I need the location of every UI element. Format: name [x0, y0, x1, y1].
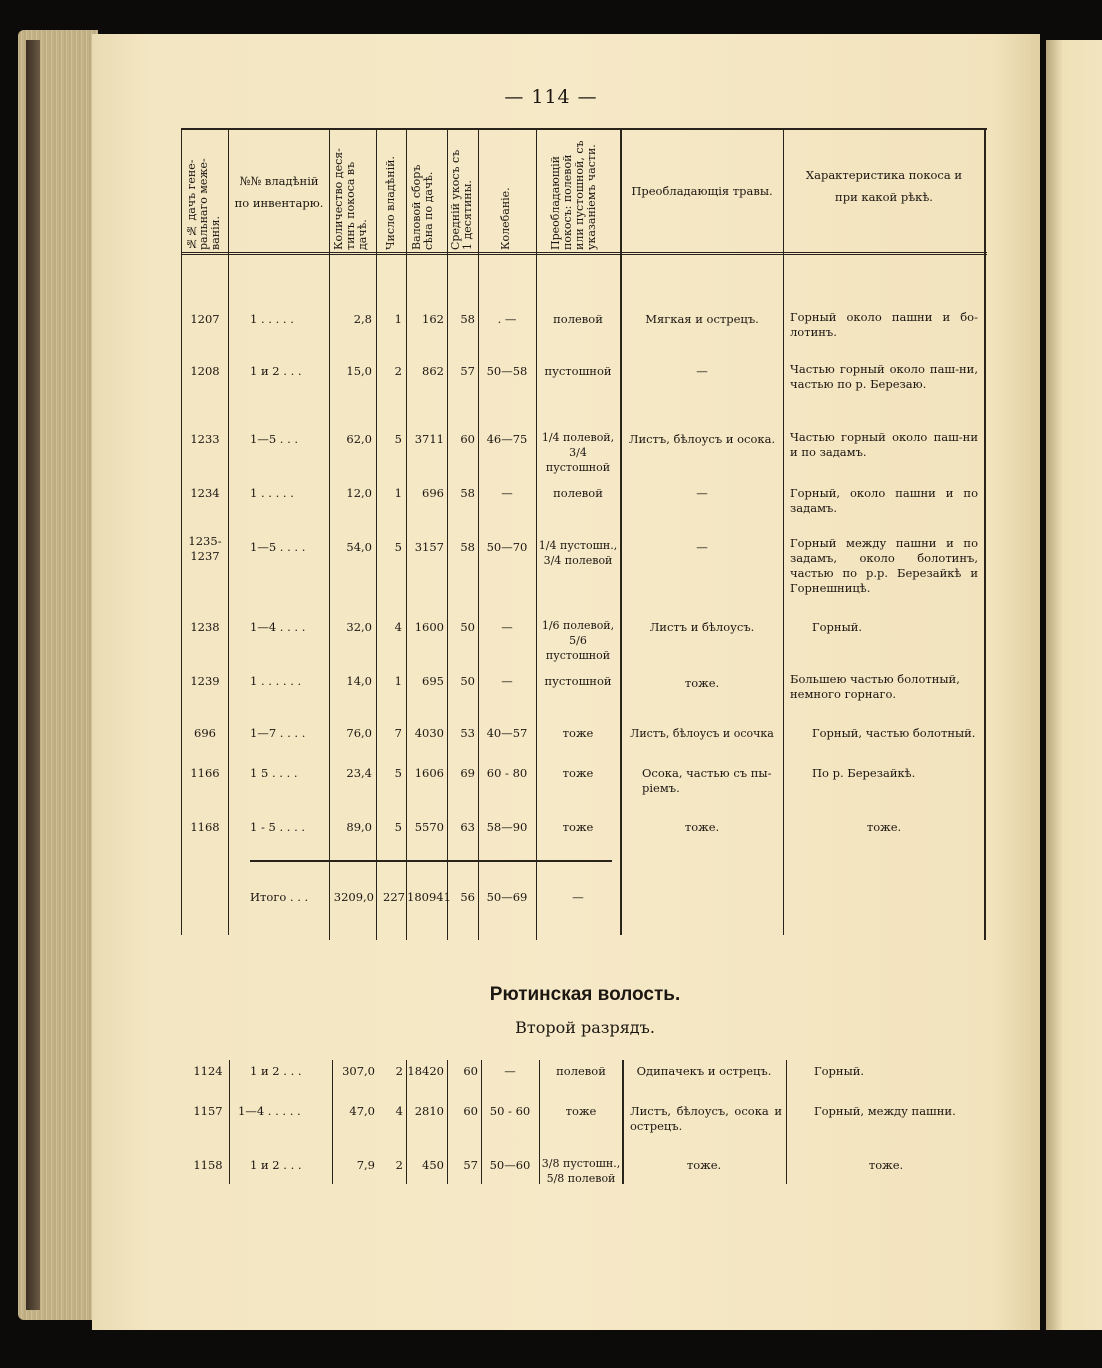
cell-avg: 60 [460, 432, 475, 446]
header-dacha-no: №№ дачъ гене- ральнаго меже- ванія. [185, 158, 222, 250]
cell-range: — [501, 486, 513, 500]
cell-gross: 3157 [414, 540, 444, 554]
table-left-border [181, 130, 182, 935]
cell-area: 12,0 [346, 486, 372, 500]
cell-holdings: 1 - 5 . . . . [250, 820, 306, 834]
cell-grasses: Осока, частью съ пы-ріемъ. [642, 766, 772, 795]
cell-holdings: 1—5 . . . . [250, 540, 306, 554]
cell-character: Горный между пашни и по задамъ, около болотинъ, частью по р.р. Березайкѣ и Горнешницѣ. [790, 536, 978, 595]
cell-avg: 58 [460, 540, 475, 554]
cell-dacha: 1168 [190, 820, 220, 834]
cell-owners: 5 [394, 766, 402, 780]
cell-holdings: 1 и 2 . . . [250, 1158, 302, 1172]
cell-area: 23,4 [346, 766, 372, 780]
cell-owners: 5 [394, 540, 402, 554]
total-owners: 227 [383, 890, 405, 904]
col-sep [447, 130, 448, 940]
cell-holdings: 1 5 . . . . [250, 766, 298, 780]
cell-avg: 58 [460, 312, 475, 326]
cell-grasses: Мягкая и острецъ. [645, 312, 759, 326]
cell-avg: 60 [463, 1104, 478, 1118]
cell-holdings: 1 . . . . . . [250, 674, 302, 688]
cell-dacha: 1124 [193, 1064, 223, 1078]
header-hay-area: Количество деся- тинъ покоса въ дачѣ. [332, 148, 369, 250]
book-binding-shadow [26, 40, 40, 1310]
cell-dacha: 1166 [190, 766, 220, 780]
cell-meadow: полевой [556, 1064, 606, 1078]
cell-holdings: 1—5 . . . [250, 432, 299, 446]
cell-gross: 2810 [414, 1104, 444, 1118]
col-sep [329, 130, 330, 940]
cell-dacha: 1235- 1237 [188, 534, 222, 563]
col-sep [536, 130, 537, 940]
cell-grasses: Листъ и бѣлоусъ. [649, 620, 755, 634]
cell-character: Горный. [814, 1064, 865, 1078]
cell-grasses: тоже. [684, 676, 720, 690]
cell-gross: 1600 [414, 620, 444, 634]
cell-meadow: пустошной [544, 674, 612, 688]
col-sep [228, 130, 229, 935]
cell-avg: 69 [460, 766, 475, 780]
cell-range: 50—70 [486, 540, 528, 554]
cell-holdings: 1—7 . . . . [250, 726, 306, 740]
cell-character: Горный. [812, 620, 863, 634]
total-rule [250, 860, 612, 862]
cell-character: Горный, частью болотный. [812, 726, 976, 740]
total-meadow: — [572, 890, 584, 904]
cell-character: Частью горный около паш-ни, частью по р. Березаю. [790, 362, 978, 391]
cell-owners: 5 [394, 820, 402, 834]
cell-area: 54,0 [346, 540, 372, 554]
cell-avg: 50 [460, 620, 475, 634]
cell-character: тоже. [866, 820, 902, 834]
cell-owners: 1 [394, 312, 402, 326]
col-sep [620, 130, 622, 935]
cell-meadow: 1/4 пустошн., 3/4 полевой [538, 539, 618, 567]
cell-area: 307,0 [342, 1064, 375, 1078]
cell-dacha: 1207 [190, 312, 220, 326]
cell-dacha: 1233 [190, 432, 220, 446]
cell-range: . — [497, 312, 517, 326]
cell-holdings: 1 . . . . . [250, 312, 294, 326]
cell-meadow: тоже [565, 1104, 597, 1118]
cell-owners: 1 [394, 486, 402, 500]
col-sep [376, 130, 377, 940]
header-avg-yield: Средній укосъ съ 1 десятины. [449, 149, 474, 250]
cell-holdings: 1 . . . . . [250, 486, 294, 500]
cell-meadow: 3/8 пустошн., 5/8 полевой [541, 1157, 621, 1185]
table-right-border [984, 130, 986, 940]
cell-owners: 4 [395, 1104, 403, 1118]
cell-owners: 5 [394, 432, 402, 446]
cell-meadow: тоже [562, 766, 594, 780]
cell-gross: 862 [422, 364, 444, 378]
cell-character: Частью горный около паш-ни и по задамъ. [790, 430, 978, 459]
cell-grasses: тоже. [684, 820, 720, 834]
cell-dacha: 696 [194, 726, 216, 740]
total-gross: 180941 [407, 890, 451, 904]
cell-range: 46—75 [486, 432, 528, 446]
cell-gross: 696 [422, 486, 444, 500]
page-number: — 114 — [504, 86, 598, 108]
col-sep [406, 130, 407, 940]
cell-character: Горный, между пашни. [814, 1104, 956, 1118]
cell-range: 50—58 [486, 364, 528, 378]
cell-range: 40—57 [486, 726, 528, 740]
cell-range: 50 - 60 [489, 1104, 531, 1118]
cell-grasses: — [696, 486, 708, 500]
cell-holdings: 1 и 2 . . . [250, 1064, 302, 1078]
cell-area: 14,0 [346, 674, 372, 688]
cell-range: — [504, 1064, 516, 1078]
cell-dacha: 1234 [190, 486, 220, 500]
cell-grasses: Одипачекъ и острецъ. [636, 1064, 772, 1078]
cell-area: 2,8 [353, 312, 372, 326]
header-character: Характеристика покоса и при какой рѣкѣ. [805, 168, 963, 204]
header-bottom-rule [181, 252, 987, 255]
total-label: Итого . . . [250, 890, 309, 904]
cell-range: 60 - 80 [486, 766, 528, 780]
cell-range: — [501, 620, 513, 634]
cell-meadow: пустошной [544, 364, 612, 378]
cell-grasses: — [696, 540, 708, 554]
cell-character: Горный около пашни и бо-лотинъ. [790, 310, 978, 339]
cell-avg: 63 [460, 820, 475, 834]
cell-owners: 2 [395, 1064, 403, 1078]
cell-holdings: 1—4 . . . . [250, 620, 306, 634]
cell-meadow: 1/4 полевой, 3/4 пустошной [541, 431, 615, 474]
cell-range: 50—60 [489, 1158, 531, 1172]
cell-gross: 162 [422, 312, 444, 326]
section-title: Рютинская волость. [489, 984, 681, 1005]
header-grasses: Преобладающія травы. [631, 184, 773, 198]
cell-gross: 450 [422, 1158, 444, 1172]
cell-gross: 18420 [407, 1064, 444, 1078]
cell-avg: 57 [463, 1158, 478, 1172]
cell-dacha: 1158 [193, 1158, 223, 1172]
cell-meadow: полевой [553, 312, 603, 326]
header-owners: Число владѣній. [384, 156, 397, 250]
cell-gross: 5570 [414, 820, 444, 834]
cell-dacha: 1157 [193, 1104, 223, 1118]
cell-holdings: 1—4 . . . . . [238, 1104, 301, 1118]
cell-holdings: 1 и 2 . . . [250, 364, 302, 378]
cell-owners: 4 [394, 620, 402, 634]
cell-dacha: 1238 [190, 620, 220, 634]
cell-meadow: тоже [562, 726, 594, 740]
cell-range: — [501, 674, 513, 688]
total-area: 3209,0 [333, 890, 374, 904]
cell-avg: 58 [460, 486, 475, 500]
cell-owners: 7 [394, 726, 402, 740]
cell-area: 15,0 [346, 364, 372, 378]
cell-dacha: 1239 [190, 674, 220, 688]
cell-character: Большею частью болотный, немного горнаго. [790, 672, 960, 701]
header-prevailing-meadow: Преобладающій покосъ: полевой или пустошной, съ указаніемъ части. [549, 140, 598, 250]
cell-grasses: тоже. [686, 1158, 722, 1172]
section-subtitle: Второй разрядъ. [515, 1018, 655, 1037]
col-sep [786, 1060, 787, 1184]
cell-owners: 1 [394, 674, 402, 688]
cell-gross: 695 [422, 674, 444, 688]
cell-dacha: 1208 [190, 364, 220, 378]
cell-area: 76,0 [346, 726, 372, 740]
cell-area: 62,0 [346, 432, 372, 446]
facing-page [1046, 40, 1102, 1330]
cell-area: 47,0 [349, 1104, 375, 1118]
cell-gross: 4030 [414, 726, 444, 740]
cell-character: тоже. [868, 1158, 904, 1172]
cell-grasses: — [696, 364, 708, 378]
cell-grasses: Листъ, бѣлоусъ и осока. [628, 432, 776, 446]
cell-owners: 2 [395, 1158, 403, 1172]
cell-gross: 3711 [414, 432, 444, 446]
col-sep [229, 1060, 230, 1184]
cell-avg: 60 [463, 1064, 478, 1078]
cell-gross: 1606 [414, 766, 444, 780]
cell-character: Горный, около пашни и по задамъ. [790, 486, 978, 515]
cell-area: 89,0 [346, 820, 372, 834]
header-gross-yield: Валовой сборъ сѣна по дачѣ. [410, 164, 435, 250]
cell-avg: 57 [460, 364, 475, 378]
total-avg: 56 [460, 890, 475, 904]
cell-meadow: тоже [562, 820, 594, 834]
cell-range: 58—90 [486, 820, 528, 834]
header-holdings-no: №№ владѣній по инвентарю. [234, 174, 324, 210]
col-sep [478, 130, 479, 940]
cell-avg: 53 [460, 726, 475, 740]
cell-grasses: Листъ, бѣлоусъ, осока и острецъ. [630, 1104, 782, 1133]
cell-meadow: 1/6 полевой, 5/6 пустошной [541, 619, 615, 662]
cell-grasses: Листъ, бѣлоусъ и осочка [630, 727, 774, 740]
cell-avg: 50 [460, 674, 475, 688]
cell-owners: 2 [394, 364, 402, 378]
cell-meadow: полевой [553, 486, 603, 500]
cell-area: 7,9 [356, 1158, 375, 1172]
total-range: 50—69 [486, 890, 528, 904]
col-sep [783, 130, 784, 935]
cell-area: 32,0 [346, 620, 372, 634]
header-range: Колебаніе. [499, 187, 512, 250]
table-top-rule [181, 128, 987, 130]
cell-character: По р. Березайкѣ. [812, 766, 916, 780]
